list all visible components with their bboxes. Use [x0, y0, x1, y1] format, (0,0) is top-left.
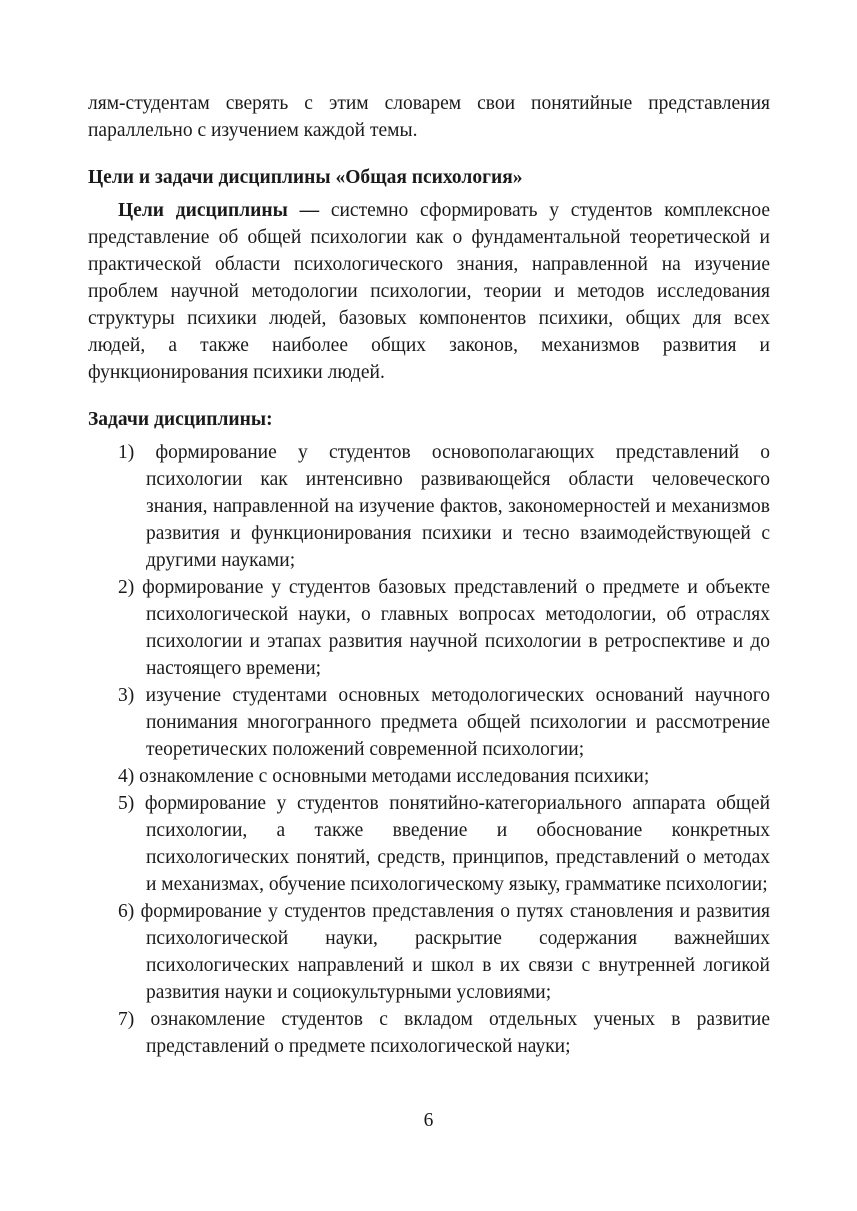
task-item [88, 1006, 770, 1060]
task-text: формирование у студентов основополагающих представлений о психологии как интенсивно развивающейся области человеческого знания, направленной на изучение фактов, закономерностей и механизмов развития и функционирования психики и тесно взаимодействующей с другими науками; [146, 442, 770, 571]
task-text: изучение студентами основных методологических оснований научного понимания многогранного предмета общей психологии и рассмотрение теоретических положений современной психологии; [145, 685, 770, 760]
page-number: 6 [423, 1110, 434, 1131]
goals-heading: Цели и задачи дисциплины «Общая психология» [88, 167, 523, 188]
task-text: формирование у студентов понятийно-категориального аппарата общей психологии, а также введение и обоснование конкретных психологических понятий, средств, принципов, представлений о методах и механизмах, обучение психологическому языку, грамматике психологии; [144, 793, 771, 895]
task-number: 3) [118, 685, 135, 706]
task-text: формирование у студентов представления о путях становления и развития психологической науки, раскрытие содержания важнейших психологических направлений и школ в их связи с внутренней логикой развития науки и социокультурными условиями; [140, 901, 771, 1003]
task-number: 7) [118, 1009, 135, 1030]
task-text: ознакомление студентов с вкладом отдельных ученых в развитие представлений о предмете психологической науки; [146, 1009, 770, 1057]
task-number: 1) [118, 442, 135, 463]
page-content [88, 90, 770, 1060]
task-number: 6) [118, 901, 135, 922]
task-item [88, 763, 770, 790]
task-item [88, 439, 770, 574]
tasks-heading: Задачи дисциплины: [88, 409, 273, 430]
goals-paragraph [88, 197, 770, 386]
task-item [88, 682, 770, 763]
task-item [88, 574, 770, 682]
task-item [88, 898, 770, 1006]
tasks-list [88, 439, 770, 1060]
task-text: формирование у студентов базовых представлений о предмете и объекте психологической науки, о главных вопросах методологии, об отраслях психологии и этапах развития научной психологии в ретроспективе и до настоящего времени; [142, 577, 770, 679]
task-item [88, 790, 770, 898]
task-number: 4) [118, 766, 135, 787]
intro-continuation: лям-студентам сверять с этим словарем свои понятийные представления параллельно с изучением каждой темы. [88, 93, 770, 141]
goals-text: системно сформировать у студентов комплексное представление об общей психологии как о фундаментальной теоретической и практической области психологического знания, направленной на изучение проблем научной методологии психологии, теории и методов исследования структуры психики людей, базовых компонентов психики, общих для всех людей, а также наиболее общих законов, механизмов развития и функционирования психики людей. [88, 200, 770, 383]
task-text: ознакомление с основными методами исследования психики; [139, 766, 650, 787]
task-number: 2) [118, 577, 135, 598]
task-number: 5) [118, 793, 135, 814]
goals-label: Цели дисциплины — [118, 200, 320, 221]
